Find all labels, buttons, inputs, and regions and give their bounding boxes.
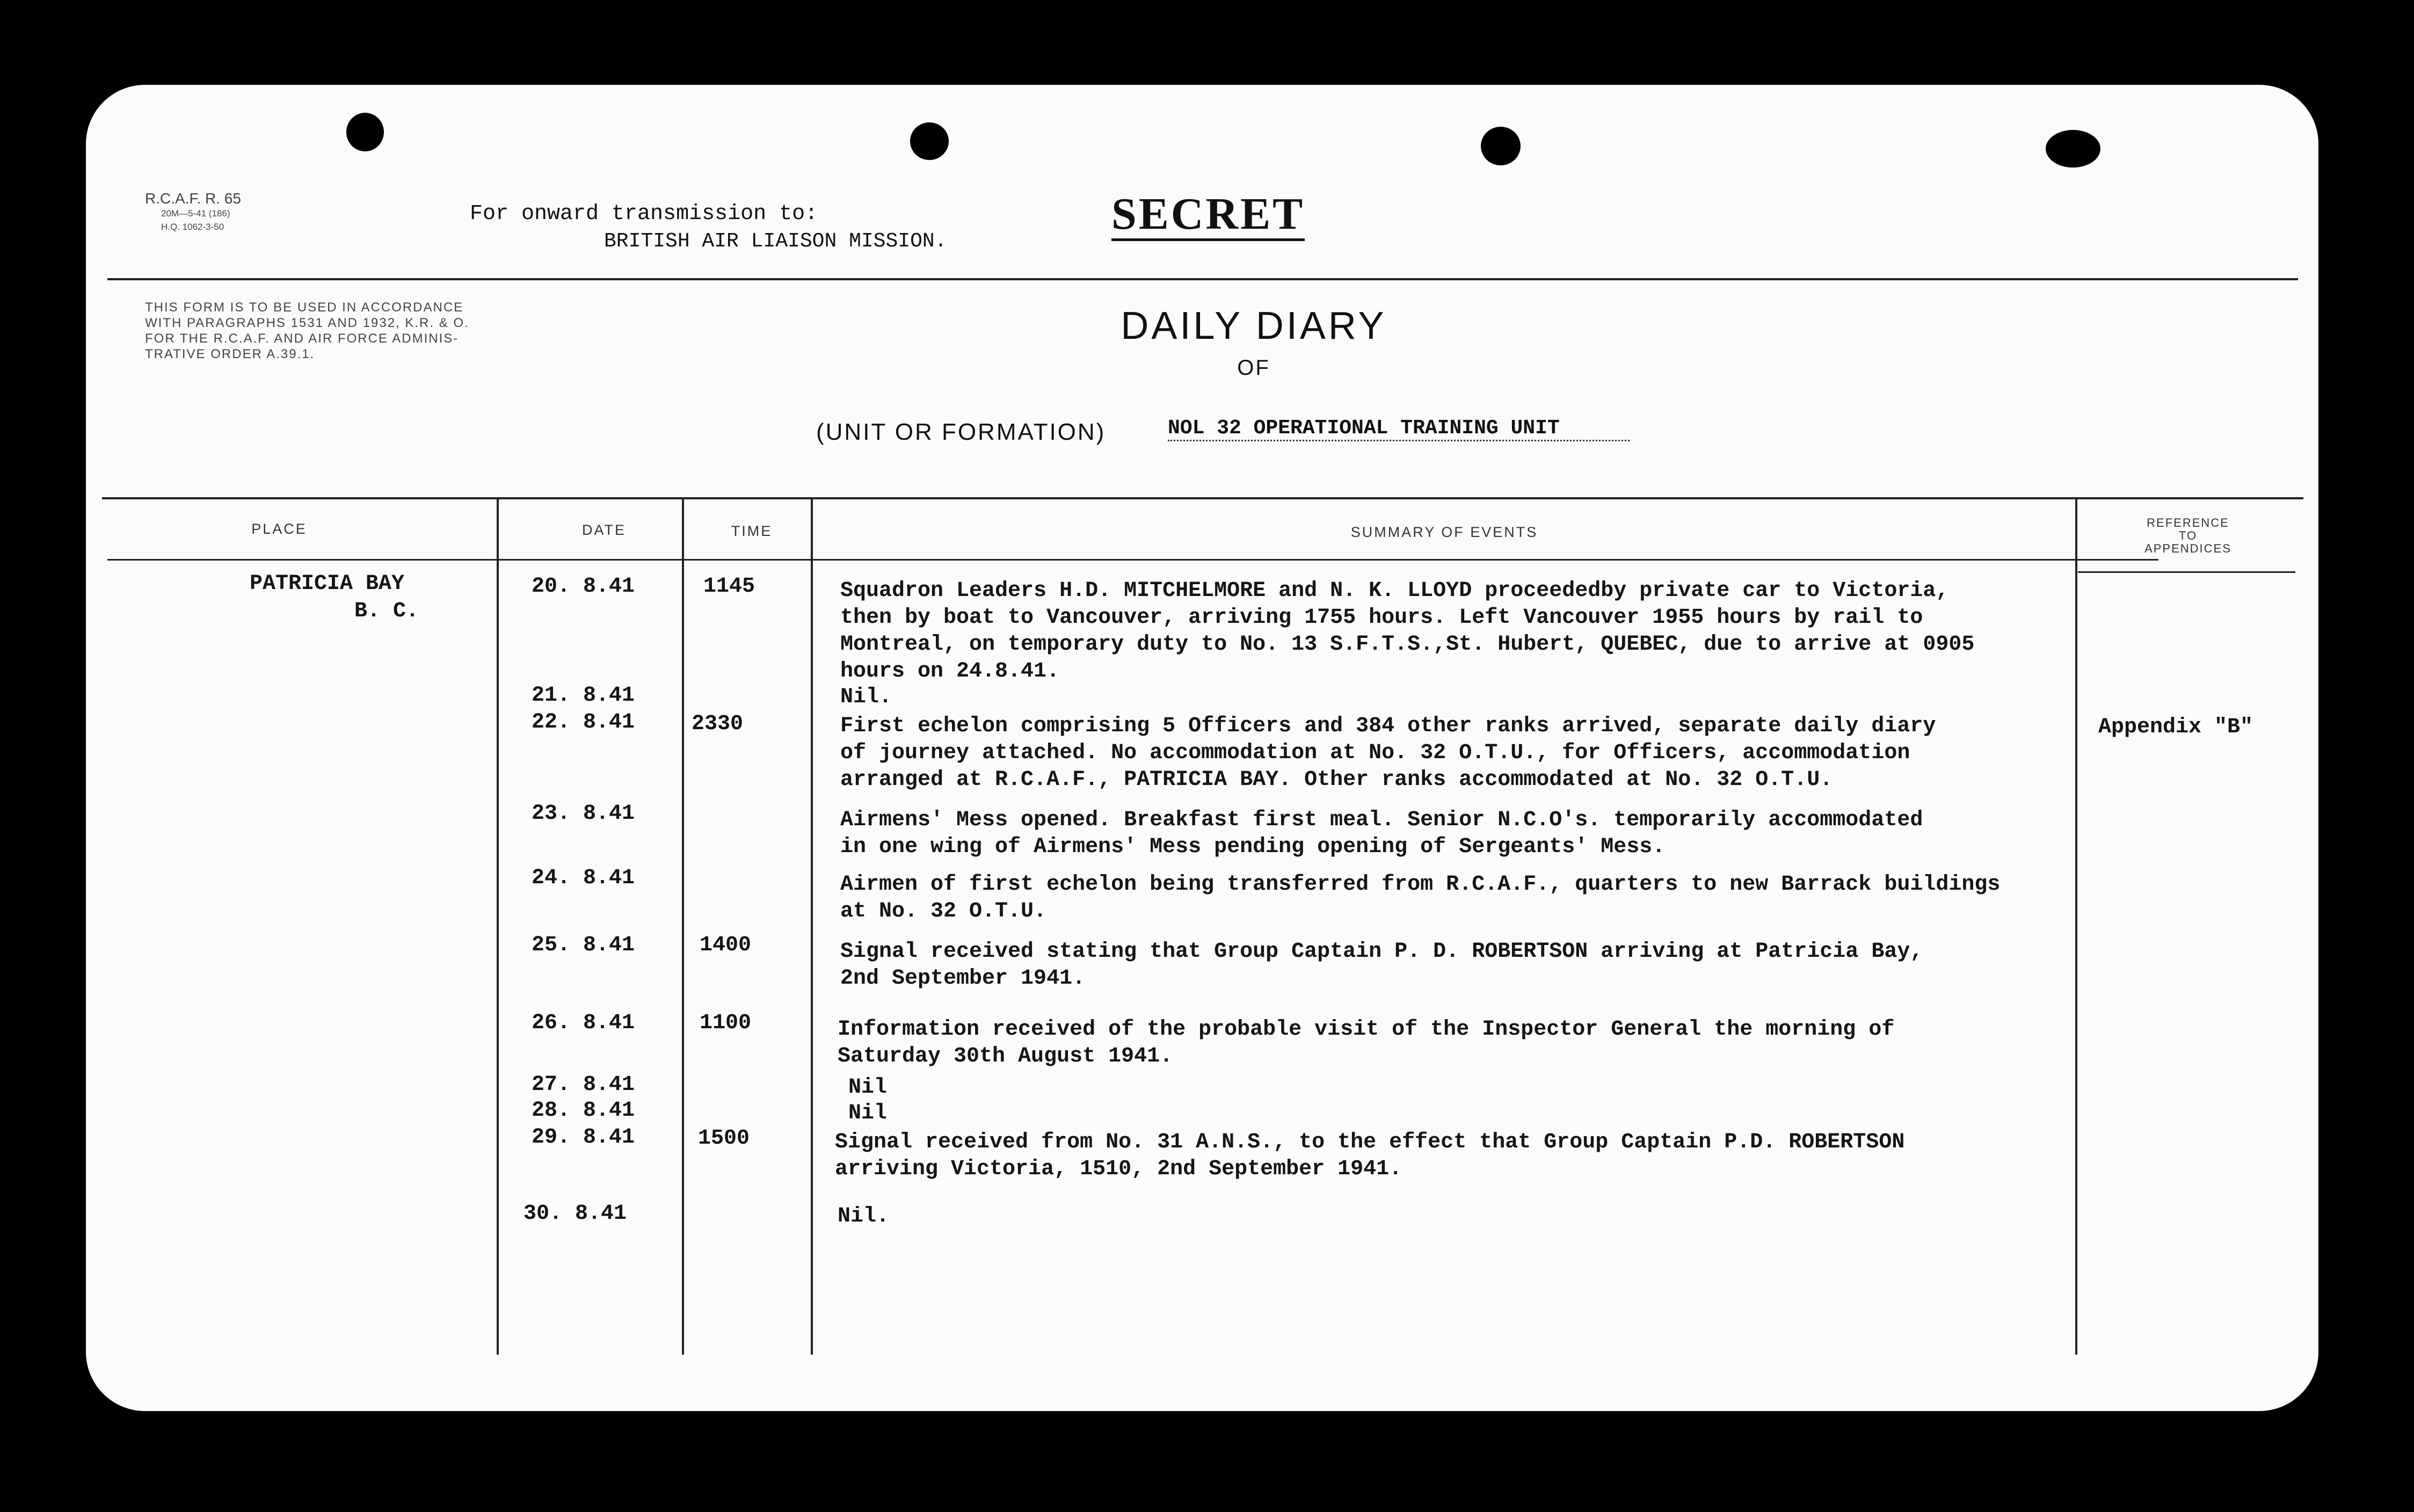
print-line-1: 20M—5-41 (186) (161, 208, 230, 219)
entry-time: 2330 (692, 712, 744, 736)
print-line-2: H.Q. 1062-3-50 (161, 222, 224, 232)
punch-hole (1481, 127, 1521, 165)
entry-summary: Signal received from No. 31 A.N.S., to the effect that Group Captain P.D. ROBERTSON arriving Victoria, 1510, 2nd September 1941. (835, 1130, 1905, 1181)
summary-reference-divider (2075, 498, 2077, 1355)
entry-date: 27. 8.41 (532, 1073, 635, 1097)
entry-time: 1100 (700, 1011, 752, 1035)
entry-time: 1400 (700, 933, 752, 957)
entry-summary: Airmens' Mess opened. Breakfast first meal. Senior N.C.O's. temporarily accommodated in one wing of Airmens' Mess pending opening of Sergeants' Mess. (840, 808, 1923, 859)
entry-time: 1145 (703, 575, 755, 599)
entry-summary: Airmen of first echelon being transferred from R.C.A.F., quarters to new Barrack buildings at No. 32 O.T.U. (840, 873, 2001, 924)
punch-hole (346, 113, 384, 151)
place-line-1: PATRICIA BAY (250, 572, 405, 596)
place-date-divider (497, 498, 499, 1355)
unit-value: NOL 32 OPERATIONAL TRAINING UNIT (1168, 417, 1630, 441)
form-title-of: OF (1237, 356, 1270, 380)
entry-date: 20. 8.41 (532, 575, 635, 599)
column-date: DATE (581, 522, 626, 538)
entry-reference: Appendix "B" (2098, 715, 2253, 739)
reference-header-rule (2078, 571, 2295, 573)
entry-date: 25. 8.41 (532, 933, 635, 957)
entry-date: 29. 8.41 (532, 1125, 635, 1150)
entry-summary: Nil. (840, 685, 892, 709)
entry-time: 1500 (698, 1126, 750, 1151)
column-reference: REFERENCE TO APPENDICES (2144, 516, 2231, 555)
table-top-rule (102, 497, 2303, 499)
form-title: DAILY DIARY (1121, 304, 1387, 347)
place-line-2: B. C. (354, 599, 419, 623)
punch-hole (910, 122, 949, 160)
table-header-rule (107, 559, 2158, 561)
entry-summary: Information received of the probable visit of the Inspector General the morning of Saturday 30th August 1941. (838, 1017, 1895, 1068)
column-time: TIME (731, 523, 773, 539)
form-instructions: THIS FORM IS TO BE USED IN ACCORDANCE WITH PARAGRAPHS 1531 AND 1932, K.R. & O. FOR THE R.C.A.F. AND AIR FORCE ADMINIS- TRATIVE ORDER A.39.1. (145, 300, 469, 361)
entry-summary: Squadron Leaders H.D. MITCHELMORE and N. K. LLOYD proceededby private car to Victoria, then by boat to Vancouver, arriving 1755 hours. Left Vancouver 1955 hours by rail to Montreal, on temporary duty to No. 13 S.F.T.S.,St. Hubert, QUEBEC, due to arrive at 0905 hours on 24.8.41. (840, 579, 1975, 684)
entry-date: 21. 8.41 (532, 684, 635, 708)
entry-summary: First echelon comprising 5 Officers and 384 other ranks arrived, separate daily diary of journey attached. No accommodation at No. 32 O.T.U., for Officers, accommodation arranged at R.C.A.F., PATRICIA BAY. Other ranks accommodated at No. 32 O.T.U. (840, 714, 1936, 792)
transmission-label: For onward transmission to: (470, 202, 818, 226)
unit-label: (UNIT OR FORMATION) (816, 419, 1106, 445)
entry-summary: Nil (848, 1075, 888, 1100)
header-divider (107, 278, 2298, 280)
transmission-to: BRITISH AIR LIAISON MISSION. (604, 230, 947, 253)
entry-summary: Signal received stating that Group Captain P. D. ROBERTSON arriving at Patricia Bay, 2nd September 1941. (840, 940, 1923, 991)
entry-date: 23. 8.41 (532, 802, 635, 826)
column-place: PLACE (251, 521, 307, 537)
entry-date: 30. 8.41 (523, 1202, 627, 1226)
entry-date: 24. 8.41 (532, 866, 635, 890)
column-summary: SUMMARY OF EVENTS (1350, 524, 1538, 540)
time-summary-divider (811, 498, 813, 1355)
entry-date: 22. 8.41 (532, 710, 635, 735)
entry-date: 26. 8.41 (532, 1011, 635, 1035)
entry-summary: Nil (848, 1101, 888, 1125)
form-number: R.C.A.F. R. 65 (145, 190, 241, 207)
entry-summary: Nil. (838, 1204, 890, 1229)
punch-hole (2046, 130, 2100, 168)
classification-stamp: SECRET (1111, 190, 1305, 241)
diary-form-page (86, 85, 2318, 1411)
date-time-divider (682, 498, 684, 1355)
entry-date: 28. 8.41 (532, 1099, 635, 1123)
